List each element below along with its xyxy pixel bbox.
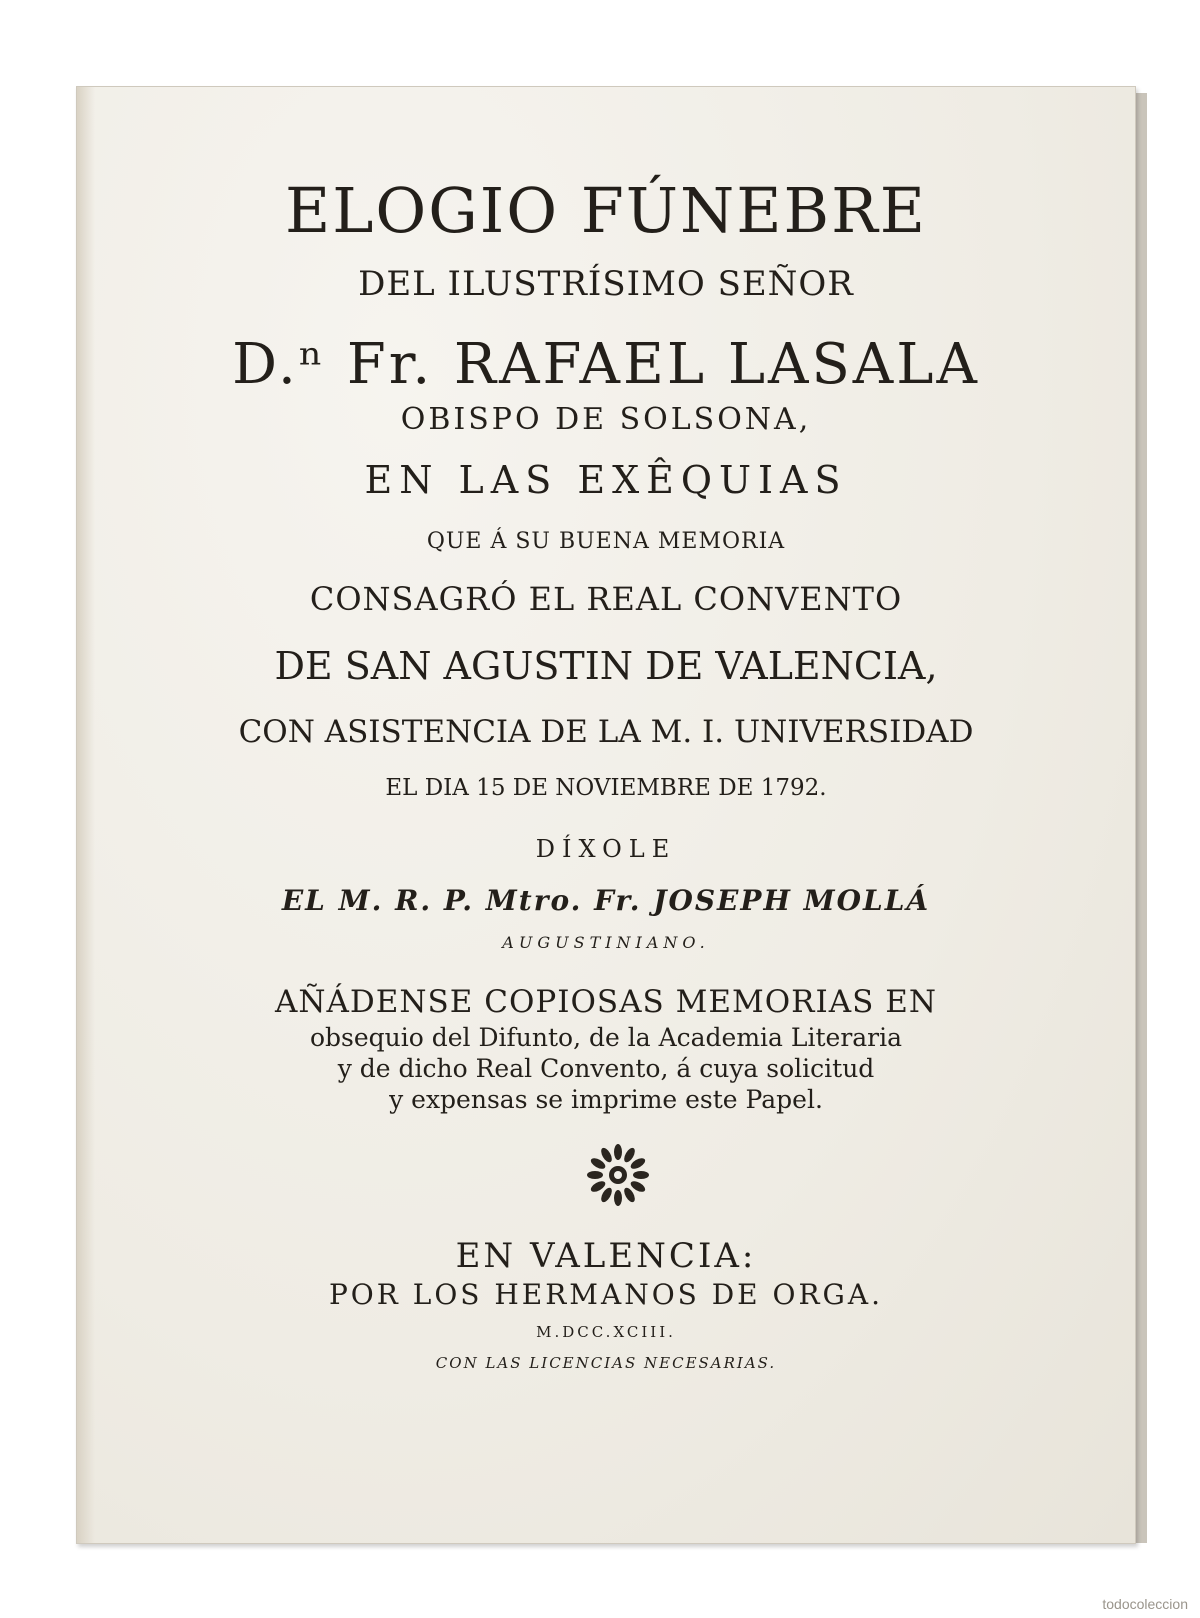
imprint-year: M.DCC.XCIII. xyxy=(536,1323,676,1341)
additions-line-1: obsequio del Difunto, de la Academia Literaria xyxy=(309,1023,903,1052)
speaker-intro: DÍXOLE xyxy=(535,835,677,863)
attendance-line: CON ASISTENCIA DE LA M. I. UNIVERSIDAD xyxy=(238,714,974,750)
honoree-office: OBISPO DE SOLSONA, xyxy=(400,402,812,437)
additions-line-3: y expensas se imprime este Papel. xyxy=(389,1085,823,1114)
imprint-printer: POR LOS HERMANOS DE ORGA. xyxy=(328,1278,884,1311)
memory-line: QUE Á SU BUENA MEMORIA xyxy=(426,529,786,554)
date-line: EL DIA 15 DE NOVIEMBRE DE 1792. xyxy=(385,775,827,801)
imprint-licenses: CON LAS LICENCIAS NECESARIAS. xyxy=(435,1354,777,1372)
book-title: ELOGIO FÚNEBRE xyxy=(284,174,928,247)
honoree-name: D.ⁿ Fr. RAFAEL LASALA xyxy=(232,332,980,397)
author-name: EL M. R. P. Mtro. Fr. JOSEPH MOLLÁ xyxy=(281,884,931,917)
printer-ornament-icon xyxy=(586,1143,650,1207)
imprint-city: EN VALENCIA: xyxy=(455,1236,757,1276)
convent-line: CONSAGRÓ EL REAL CONVENTO xyxy=(309,580,903,618)
dedication-line: DEL ILUSTRÍSIMO SEÑOR xyxy=(358,264,854,304)
site-watermark: todocoleccion xyxy=(1102,1596,1188,1612)
title-page xyxy=(76,86,1136,1544)
occasion-line: EN LAS EXÊQUIAS xyxy=(364,458,848,502)
author-order: AUGUSTINIANO. xyxy=(502,933,710,952)
place-line: DE SAN AGUSTIN DE VALENCIA, xyxy=(274,644,938,688)
additions-line-2: y de dicho Real Convento, á cuya solicitud xyxy=(337,1054,875,1083)
additions-heading: AÑÁDENSE COPIOSAS MEMORIAS EN xyxy=(275,984,937,1020)
